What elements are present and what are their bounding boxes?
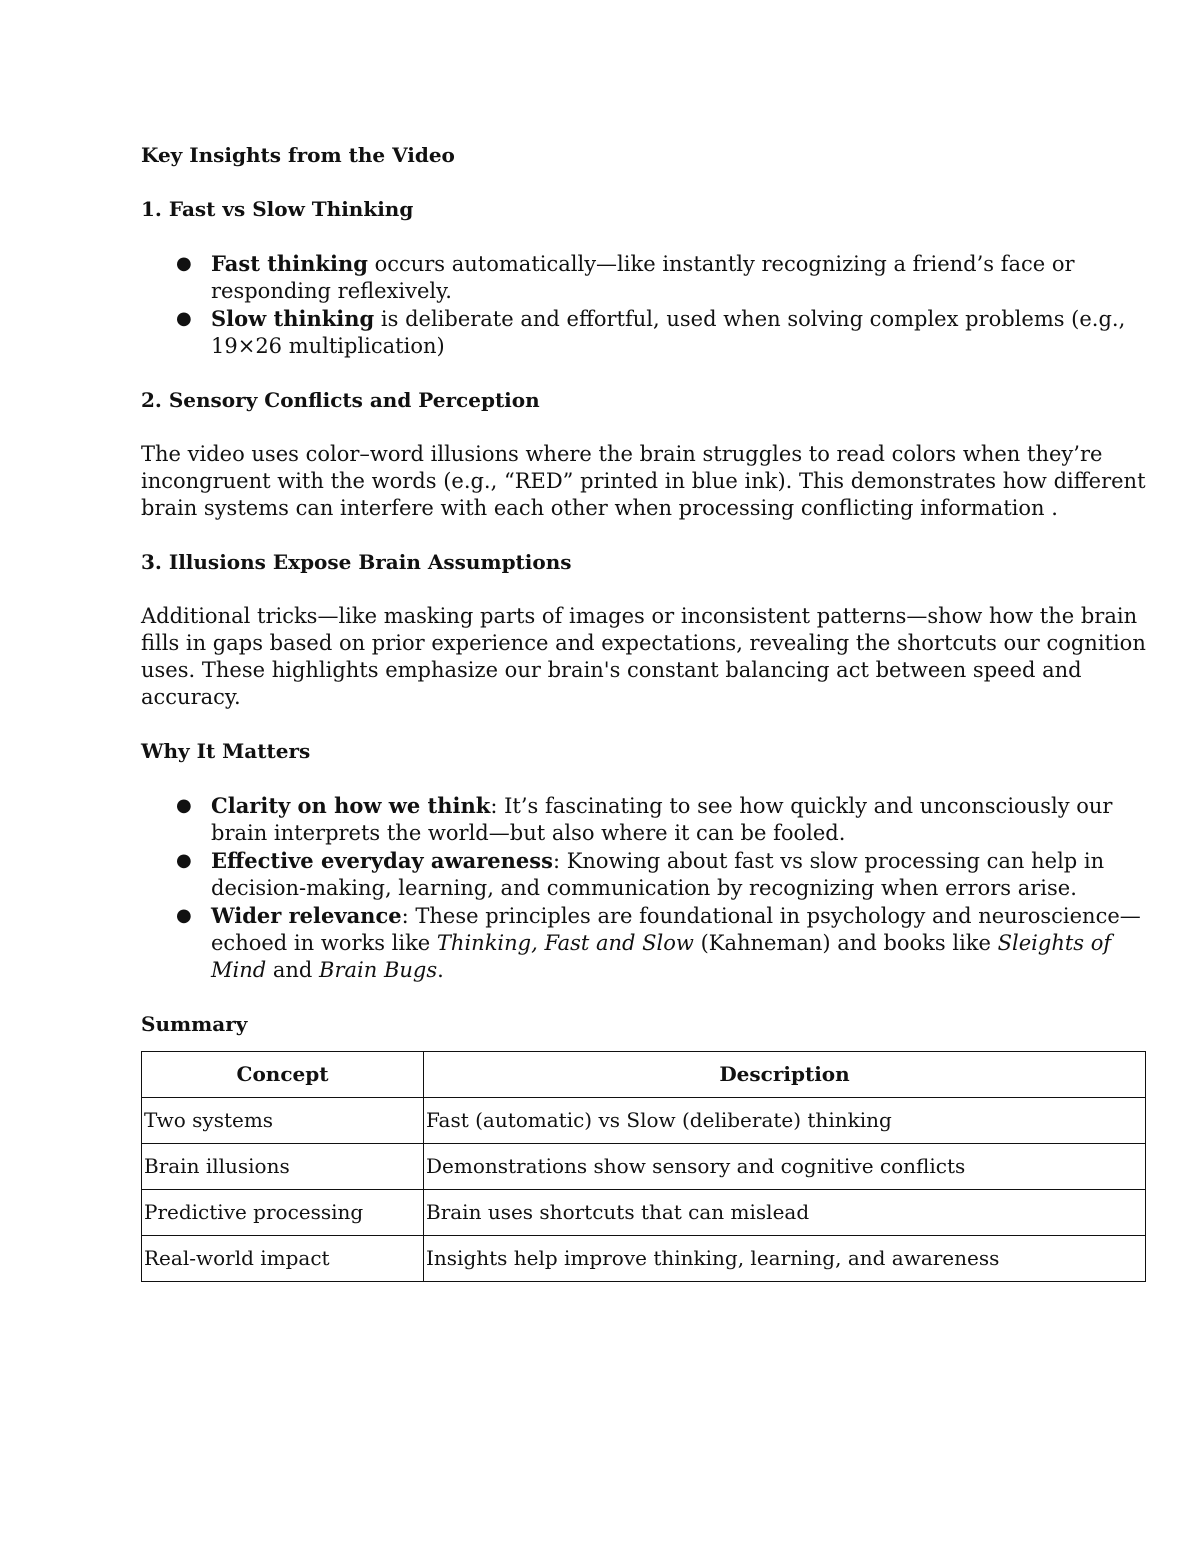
table-cell: Demonstrations show sensory and cognitive conflicts xyxy=(424,1144,1146,1190)
table-row xyxy=(142,1190,1146,1236)
list-item xyxy=(141,305,1146,360)
bullet-term: Slow thinking xyxy=(211,306,375,331)
bullet-text: : These principles are foundational in psychology and neuroscience—echoed in works like xyxy=(211,904,1141,955)
table-cell: Predictive processing xyxy=(142,1190,424,1236)
book-title: Thinking, Fast and Slow xyxy=(436,931,694,955)
list-item xyxy=(141,250,1146,305)
table-header-row xyxy=(142,1052,1146,1098)
section3-heading: 3. Illusions Expose Brain Assumptions xyxy=(141,550,572,574)
book-title: Sleights of Mind xyxy=(211,931,1112,982)
bullet-text: : It’s fascinating to see how quickly and unconsciously our brain interprets the world—but also where it can be fooled. xyxy=(211,794,1113,845)
bullet-icon: ● xyxy=(176,253,192,274)
bullet-icon: ● xyxy=(176,795,192,816)
section1-bullet-list xyxy=(141,250,1146,360)
bullet-term: Fast thinking xyxy=(211,251,368,276)
bullet-icon: ● xyxy=(176,308,192,329)
table-cell: Brain illusions xyxy=(142,1144,424,1190)
table-row xyxy=(142,1144,1146,1190)
bullet-term: Effective everyday awareness xyxy=(211,848,553,873)
table-cell: Real-world impact xyxy=(142,1236,424,1282)
bullet-text: occurs automatically—like instantly recognizing a friend’s face or responding reflexively. xyxy=(211,252,1075,303)
summary-table xyxy=(141,1051,1146,1282)
bullet-term: Clarity on how we think xyxy=(211,793,491,818)
bullet-text: (Kahneman) and books like xyxy=(693,931,998,955)
section2-body: The video uses color–word illusions where the brain struggles to read colors when they’re incongruent with the words (e.g., “RED” printed in blue ink). This demonstrates how different brain systems can interfere with each other when processing conflicting information . xyxy=(141,442,1146,520)
document-title: Key Insights from the Video xyxy=(141,143,455,167)
bullet-text: . xyxy=(437,958,444,982)
section1-heading: 1. Fast vs Slow Thinking xyxy=(141,197,414,221)
bullet-text: and xyxy=(266,958,320,982)
bullet-icon: ● xyxy=(176,850,192,871)
why-bullet-list xyxy=(141,792,1146,984)
list-item xyxy=(141,902,1146,984)
why-heading: Why It Matters xyxy=(141,739,311,763)
list-item xyxy=(141,792,1146,847)
table-cell: Fast (automatic) vs Slow (deliberate) thinking xyxy=(424,1098,1146,1144)
list-item xyxy=(141,847,1146,902)
bullet-icon: ● xyxy=(176,905,192,926)
column-header-concept: Concept xyxy=(142,1052,424,1098)
table-cell: Brain uses shortcuts that can mislead xyxy=(424,1190,1146,1236)
table-cell: Two systems xyxy=(142,1098,424,1144)
table-row xyxy=(142,1236,1146,1282)
bullet-term: Wider relevance xyxy=(211,903,402,928)
table-row xyxy=(142,1098,1146,1144)
table-cell: Insights help improve thinking, learning, and awareness xyxy=(424,1236,1146,1282)
column-header-description: Description xyxy=(424,1052,1146,1098)
bullet-text: : Knowing about fast vs slow processing can help in decision-making, learning, and communication by recognizing when errors arise. xyxy=(211,849,1105,900)
document-page xyxy=(141,142,1146,1282)
book-title: Brain Bugs xyxy=(319,958,438,982)
section2-heading: 2. Sensory Conflicts and Perception xyxy=(141,388,540,412)
section3-body: Additional tricks—like masking parts of images or inconsistent patterns—show how the brain fills in gaps based on prior experience and expectations, revealing the shortcuts our cognition uses. These highlights emphasize our brain's constant balancing act between speed and accuracy. xyxy=(141,604,1146,709)
bullet-text: is deliberate and effortful, used when solving complex problems (e.g., 19×26 multiplication) xyxy=(211,307,1126,358)
summary-heading: Summary xyxy=(141,1012,248,1036)
